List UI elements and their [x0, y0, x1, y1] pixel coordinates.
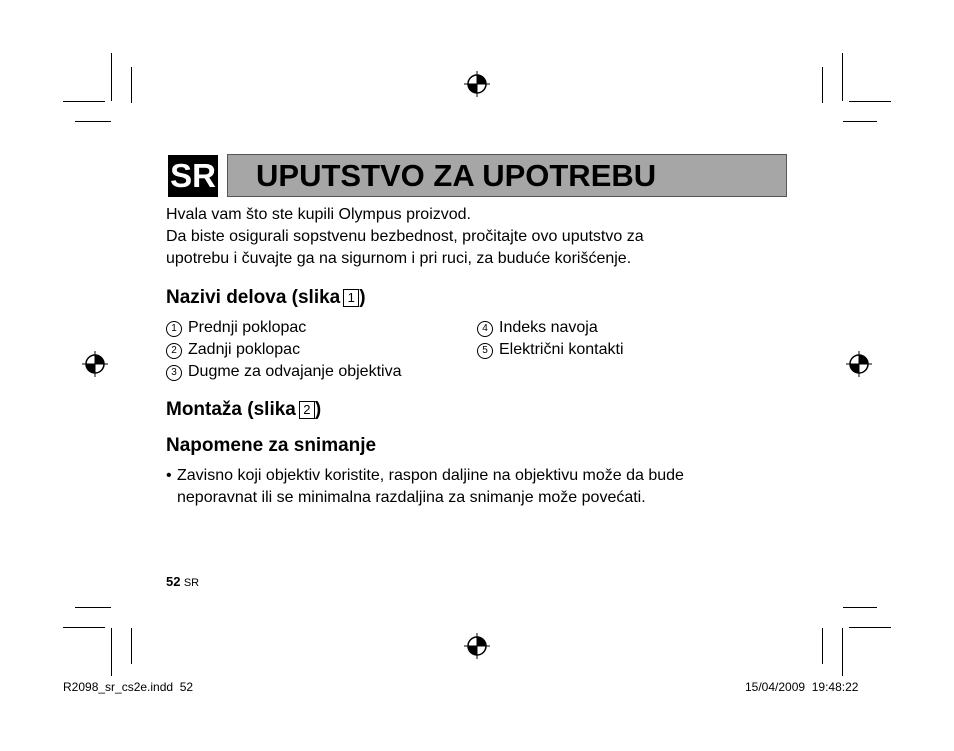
item-number-circle: 1: [166, 321, 182, 337]
crop-mark: [63, 627, 105, 628]
figure-ref-box: 1: [343, 289, 359, 307]
page-number: [166, 574, 199, 591]
slug-date: 15/04/2009: [745, 680, 806, 694]
registration-mark-icon: [464, 633, 490, 659]
list-item-label: Električni kontakti: [499, 341, 624, 358]
registration-mark-icon: [846, 351, 872, 377]
notes-heading: Napomene za snimanje: [166, 435, 377, 456]
slug-file-name: R2098_sr_cs2e.indd: [63, 680, 174, 694]
list-item: [166, 317, 306, 339]
page-lang: SR: [183, 577, 200, 589]
crop-mark: [822, 67, 823, 103]
list-item-label: Dugme za odvajanje objektiva: [188, 363, 402, 380]
item-number-circle: 5: [477, 343, 493, 359]
slug-file-page: 52: [179, 680, 194, 694]
crop-mark: [843, 121, 877, 122]
item-number-circle: 3: [166, 365, 182, 381]
crop-mark: [131, 628, 132, 664]
intro-paragraph: [166, 204, 644, 270]
crop-mark: [111, 53, 112, 101]
registration-mark-icon: [82, 351, 108, 377]
list-item: [477, 317, 598, 339]
language-badge: SR: [168, 155, 218, 197]
crop-mark: [842, 628, 843, 676]
title-bar: [227, 154, 787, 197]
crop-mark: [849, 627, 891, 628]
crop-mark: [111, 628, 112, 676]
intro-line: upotrebu i čuvajte ga na sigurnom i pri ruci, za buduće korišćenje.: [166, 250, 632, 267]
crop-mark: [75, 607, 111, 608]
slug-timestamp: [745, 679, 858, 695]
page-title: UPUTSTVO ZA UPOTREBU: [256, 158, 657, 193]
crop-mark: [842, 53, 843, 101]
registration-mark-icon: [464, 71, 490, 97]
intro-line: Da biste osigurali sopstvenu bezbednost, pročitajte ovo uputstvo za: [166, 228, 644, 245]
notes-line: neporavnat ili se minimalna razdaljina za snimanje može povećati.: [177, 489, 646, 506]
item-number-circle: 4: [477, 321, 493, 337]
crop-mark: [843, 607, 877, 608]
slug-file: [63, 679, 193, 695]
crop-mark: [849, 101, 891, 102]
parts-heading: [166, 286, 366, 310]
list-item: [166, 361, 401, 383]
crop-mark: [131, 67, 132, 103]
slug-time: 19:48:22: [811, 680, 859, 694]
parts-heading-close: ): [359, 287, 366, 308]
notes-line: Zavisno koji objektiv koristite, raspon daljine na objektivu može da bude: [177, 467, 684, 484]
parts-heading-text: Nazivi delova (slika: [166, 287, 341, 308]
notes-paragraph: [177, 465, 684, 509]
mounting-heading-close: ): [314, 399, 322, 420]
list-item: [166, 339, 300, 361]
list-item-label: Indeks navoja: [499, 319, 598, 336]
crop-mark: [63, 101, 105, 102]
intro-line: Hvala vam što ste kupili Olympus proizvod.: [166, 206, 471, 223]
mounting-heading: [166, 398, 321, 422]
notes-bullet: •: [166, 467, 172, 484]
list-item-label: Zadnji poklopac: [188, 341, 301, 358]
mounting-heading-text: Montaža (slika: [166, 399, 296, 420]
crop-mark: [822, 628, 823, 664]
figure-ref-box: 2: [299, 401, 315, 419]
page-number-value: 52: [166, 574, 181, 589]
item-number-circle: 2: [166, 343, 182, 359]
crop-mark: [75, 121, 111, 122]
list-item-label: Prednji poklopac: [188, 319, 307, 336]
list-item: [477, 339, 624, 361]
